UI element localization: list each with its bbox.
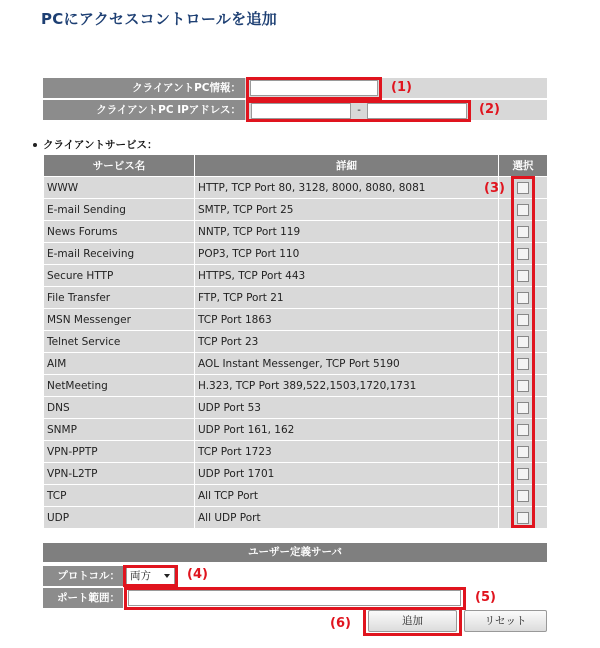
service-name-cell: Telnet Service xyxy=(44,331,195,353)
ip-range-separator: - xyxy=(351,103,367,119)
table-row xyxy=(44,441,548,463)
service-detail-cell: NNTP, TCP Port 119 xyxy=(195,221,499,243)
service-detail-cell: HTTPS, TCP Port 443 xyxy=(195,265,499,287)
annotation-label-5: (5) xyxy=(475,590,496,605)
service-detail-cell: TCP Port 1723 xyxy=(195,441,499,463)
service-name-cell: MSN Messenger xyxy=(44,309,195,331)
annotation-box-4 xyxy=(123,565,178,587)
services-table-header xyxy=(44,155,548,177)
client-pc-ip-label: クライアントPC IPアドレス： xyxy=(43,100,245,120)
table-row xyxy=(44,463,548,485)
table-row xyxy=(44,375,548,397)
annotation-label-2: (2) xyxy=(479,102,500,117)
protocol-label: プロトコル： xyxy=(43,566,123,586)
table-row xyxy=(44,485,548,507)
service-detail-cell: UDP Port 53 xyxy=(195,397,499,419)
protocol-select-value: 両方 xyxy=(130,570,151,582)
add-button[interactable]: 追加 xyxy=(368,610,457,632)
service-detail-cell: UDP Port 1701 xyxy=(195,463,499,485)
col-header-detail: 詳細 xyxy=(195,155,499,177)
col-header-service-name: サービス名 xyxy=(44,155,195,177)
service-detail-cell: All TCP Port xyxy=(195,485,499,507)
table-row xyxy=(44,419,548,441)
user-defined-server-header: ユーザー定義サーバ xyxy=(43,543,547,562)
service-name-cell: AIM xyxy=(44,353,195,375)
service-name-cell: SNMP xyxy=(44,419,195,441)
table-row xyxy=(44,309,548,331)
table-row xyxy=(44,243,548,265)
reset-button[interactable]: リセット xyxy=(464,610,547,632)
service-name-cell: NetMeeting xyxy=(44,375,195,397)
service-detail-cell: POP3, TCP Port 110 xyxy=(195,243,499,265)
service-detail-cell: HTTP, TCP Port 80, 3128, 8000, 8080, 8081 xyxy=(195,177,499,199)
table-row xyxy=(44,199,548,221)
service-name-cell: UDP xyxy=(44,507,195,529)
service-detail-cell: All UDP Port xyxy=(195,507,499,529)
service-name-cell: WWW xyxy=(44,177,195,199)
table-row xyxy=(44,397,548,419)
service-detail-cell: TCP Port 1863 xyxy=(195,309,499,331)
service-detail-cell: UDP Port 161, 162 xyxy=(195,419,499,441)
service-name-cell: E-mail Receiving xyxy=(44,243,195,265)
service-detail-cell: AOL Instant Messenger, TCP Port 5190 xyxy=(195,353,499,375)
client-pc-info-label: クライアントPC情報： xyxy=(43,78,245,98)
service-detail-cell: H.323, TCP Port 389,522,1503,1720,1731 xyxy=(195,375,499,397)
table-row xyxy=(44,353,548,375)
annotation-box-3 xyxy=(511,176,535,528)
page-title: PCにアクセスコントロールを追加 xyxy=(41,10,278,28)
table-row xyxy=(44,287,548,309)
annotation-box-1 xyxy=(246,77,382,100)
table-row xyxy=(44,265,548,287)
table-row xyxy=(44,177,548,199)
client-services-label: クライアントサービス： xyxy=(43,139,158,151)
service-detail-cell: SMTP, TCP Port 25 xyxy=(195,199,499,221)
service-detail-cell: FTP, TCP Port 21 xyxy=(195,287,499,309)
annotation-label-3: (3) xyxy=(484,181,505,196)
annotation-box-2 xyxy=(246,100,471,122)
annotation-box-6 xyxy=(363,607,462,636)
annotation-label-4: (4) xyxy=(187,567,208,582)
services-table xyxy=(43,154,548,529)
col-header-select: 選択 xyxy=(499,155,548,177)
service-name-cell: News Forums xyxy=(44,221,195,243)
service-name-cell: Secure HTTP xyxy=(44,265,195,287)
service-name-cell: VPN-L2TP xyxy=(44,463,195,485)
annotation-label-1: (1) xyxy=(391,80,412,95)
client-services-heading xyxy=(33,137,157,152)
service-name-cell: TCP xyxy=(44,485,195,507)
service-name-cell: E-mail Sending xyxy=(44,199,195,221)
port-range-label: ポート範囲： xyxy=(43,588,123,608)
annotation-label-6: (6) xyxy=(330,616,351,631)
table-row xyxy=(44,221,548,243)
bullet-icon xyxy=(33,143,37,147)
service-detail-cell: TCP Port 23 xyxy=(195,331,499,353)
service-name-cell: DNS xyxy=(44,397,195,419)
table-row xyxy=(44,507,548,529)
service-name-cell: VPN-PPTP xyxy=(44,441,195,463)
table-row xyxy=(44,331,548,353)
service-name-cell: File Transfer xyxy=(44,287,195,309)
